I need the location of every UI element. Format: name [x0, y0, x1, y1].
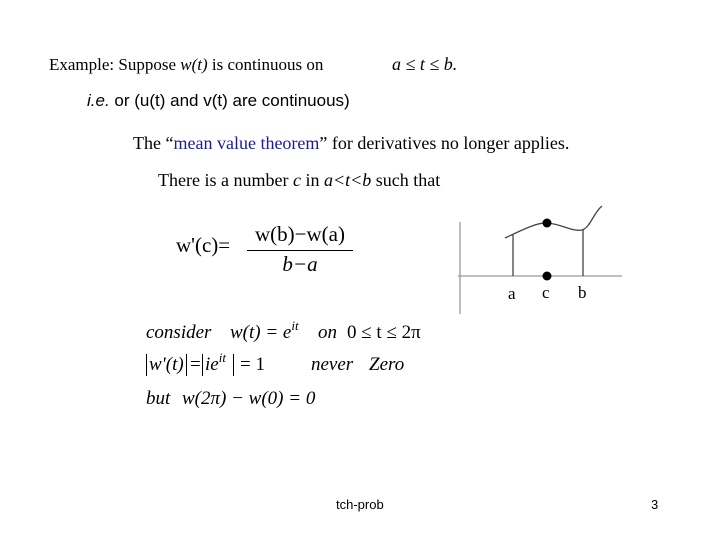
- derivative-lhs: w'(t): [149, 354, 184, 375]
- derivative-result: = 1: [240, 354, 265, 375]
- c-point: [543, 272, 552, 281]
- function-curve: [505, 206, 602, 238]
- formula-lhs: w'(c)=: [176, 233, 231, 257]
- consider-equation: [230, 318, 299, 344]
- mvt-after: ” for derivatives no longer applies.: [319, 133, 570, 153]
- footer-label: tch-prob: [336, 497, 384, 512]
- derivative-mid: [205, 350, 226, 376]
- interval-expression: a ≤ t ≤ b.: [392, 54, 458, 74]
- number-c-text1: There is a number: [158, 170, 293, 190]
- formula-fraction: [245, 222, 355, 282]
- abs-bar-2: [186, 354, 187, 376]
- tangent-point: [543, 219, 552, 228]
- graph-label-b: b: [578, 283, 587, 302]
- mvt-graph: [450, 200, 630, 320]
- abs-bar-4: [233, 354, 234, 376]
- number-c-var: c: [292, 170, 301, 190]
- mvt-before: The “: [133, 133, 174, 153]
- ie-abbrev: i.e.: [87, 91, 110, 110]
- mvt-highlight: mean value theorem: [173, 133, 320, 153]
- intro-line: [49, 55, 323, 75]
- mvt-line: [133, 133, 569, 154]
- intro-prefix: Example: Suppose: [49, 55, 181, 74]
- graph-label-c: c: [542, 283, 550, 302]
- graph-label-a: a: [508, 284, 516, 303]
- formula-denominator: b−a: [282, 252, 318, 276]
- abs-bar-1: [146, 354, 147, 376]
- equals-sign: =: [190, 354, 201, 375]
- intro-func: w(t): [180, 55, 208, 74]
- formula-numerator: w(b)−w(a): [255, 222, 345, 246]
- ie-text: or (u(t) and v(t) are continuous): [114, 91, 350, 110]
- but-equation: w(2π) − w(0) = 0: [182, 388, 316, 409]
- number-c-text3: such that: [371, 170, 441, 190]
- consider-word: consider: [146, 322, 212, 343]
- consider-range: 0 ≤ t ≤ 2π: [347, 322, 421, 343]
- never-word: never: [311, 354, 354, 375]
- ie-line: [87, 91, 350, 111]
- fraction-bar: [247, 250, 353, 251]
- derivative-mid-base: ie: [205, 354, 219, 375]
- number-c-line: [158, 170, 440, 191]
- intro-suffix: is continuous on: [207, 55, 324, 74]
- consider-eq-base: w(t) = e: [230, 322, 292, 343]
- consider-eq-exponent: it: [291, 318, 299, 333]
- derivative-mid-exponent: it: [218, 350, 226, 365]
- page-number: 3: [651, 497, 659, 512]
- number-c-cond: a<t<b: [323, 170, 372, 190]
- number-c-text2: in: [300, 170, 324, 190]
- but-word: but: [146, 388, 171, 409]
- zero-word: Zero: [369, 354, 405, 375]
- abs-bar-3: [202, 354, 203, 376]
- consider-on: on: [318, 322, 337, 343]
